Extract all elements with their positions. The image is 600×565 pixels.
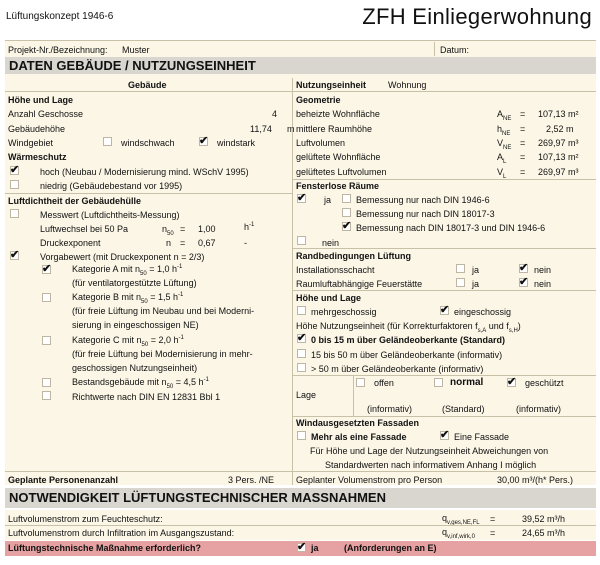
richtwerte-checkbox[interactable] bbox=[42, 391, 51, 400]
fensterlos-nein-checkbox[interactable] bbox=[297, 236, 306, 245]
opt1-label: 0 bis 15 m über Geländeoberkante (Standard) bbox=[311, 335, 506, 345]
flaeche-eq: = bbox=[520, 109, 526, 119]
personen-value[interactable]: 3 Pers. /NE bbox=[228, 475, 275, 485]
check-icon: ✔ bbox=[440, 429, 450, 441]
feuer-ja-checkbox[interactable] bbox=[456, 278, 465, 287]
check-icon: ✔ bbox=[519, 276, 529, 288]
feuchte-eq: = bbox=[490, 514, 496, 524]
flaeche-value[interactable]: 107,13 m² bbox=[538, 109, 579, 119]
opt3-label: > 50 m über Geländeoberkante (informativ) bbox=[311, 364, 484, 374]
fensterlos-heading: Fensterlose Räume bbox=[296, 181, 380, 191]
divider bbox=[292, 290, 596, 291]
antwort-label: ja bbox=[311, 543, 319, 553]
feuer-nein-label: nein bbox=[534, 279, 552, 289]
divider bbox=[5, 471, 596, 472]
geschosse-value[interactable]: 4 bbox=[272, 109, 278, 119]
bem1-label: Bemessung nur nach DIN 1946-6 bbox=[356, 195, 490, 205]
windschwach-label: windschwach bbox=[121, 138, 175, 148]
luftvol-label: Luftvolumen bbox=[296, 138, 346, 148]
druck-n: n bbox=[166, 238, 172, 248]
divider bbox=[5, 40, 596, 41]
divider bbox=[292, 248, 596, 249]
kategorie-b-desc2: sierung in eingeschossigen NE) bbox=[72, 320, 199, 330]
eine-fassade-label: Eine Fassade bbox=[454, 432, 510, 442]
opt2-label: 15 bis 50 m über Geländeoberkante (informativ) bbox=[311, 350, 503, 360]
bem2-label: Bemessung nur nach DIN 18017-3 bbox=[356, 209, 495, 219]
feuer-ja-label: ja bbox=[472, 279, 480, 289]
hoehe-value[interactable]: 11,74 bbox=[250, 124, 272, 134]
hinweis-line2: Standardwerten nach informativem Anhang I möglich bbox=[325, 460, 537, 470]
normal-sub: (Standard) bbox=[442, 404, 485, 414]
messwert-checkbox[interactable] bbox=[10, 209, 19, 218]
offen-checkbox[interactable] bbox=[356, 378, 365, 387]
check-icon: ✔ bbox=[199, 135, 209, 147]
check-icon: ✔ bbox=[519, 262, 529, 274]
eingeschossig-label: eingeschossig bbox=[454, 307, 512, 317]
check-icon: ✔ bbox=[10, 249, 20, 261]
left-column-head: Gebäude bbox=[128, 80, 167, 90]
hoehe-ne-label: Höhe Nutzungseinheit (für Korrekturfaktoren $f_{s,A}$ und $f_{s,H}$) bbox=[296, 321, 521, 334]
divider bbox=[5, 91, 596, 92]
hoehe-label: Gebäudehöhe bbox=[8, 124, 66, 134]
check-icon: ✔ bbox=[42, 263, 52, 275]
personen-label: Geplante Personenanzahl bbox=[8, 475, 119, 485]
feuchte-label: Luftvolumenstrom zum Feuchteschutz: bbox=[8, 514, 163, 524]
hoehe-lage-right-heading: Höhe und Lage bbox=[296, 293, 361, 303]
bem2-checkbox[interactable] bbox=[342, 208, 351, 217]
section-notwendigkeit: NOTWENDIGKEIT LÜFTUNGSTECHNISCHER MASSNAHMEN bbox=[5, 488, 596, 508]
fensterlos-nein-label: nein bbox=[322, 238, 340, 248]
waerme-heading: Wärmeschutz bbox=[8, 152, 67, 162]
luftwechsel-label: Luftwechsel bei 50 Pa bbox=[40, 224, 129, 234]
raumhoehe-label: mittlere Raumhöhe bbox=[296, 124, 373, 134]
check-icon: ✔ bbox=[440, 304, 450, 316]
flaeche-label: beheizte Wohnfläche bbox=[296, 109, 380, 119]
gelfl-eq: = bbox=[520, 152, 526, 162]
flaeche-symbol: $A_{NE}$ bbox=[497, 109, 512, 122]
divider bbox=[5, 193, 292, 194]
divider bbox=[292, 375, 596, 376]
date-label: Datum: bbox=[440, 45, 470, 55]
opt3-checkbox[interactable] bbox=[297, 363, 306, 372]
volstrom-label: Geplanter Volumenstrom pro Person bbox=[296, 475, 443, 485]
niedrig-checkbox[interactable] bbox=[10, 180, 19, 189]
geometrie-heading: Geometrie bbox=[296, 95, 341, 105]
wind-label: Windgebiet bbox=[8, 138, 54, 148]
divider bbox=[292, 179, 596, 180]
check-icon: ✔ bbox=[10, 164, 20, 176]
geschuetzt-label: geschützt bbox=[525, 378, 564, 388]
bem1-checkbox[interactable] bbox=[342, 194, 351, 203]
section-daten: DATEN GEBÄUDE / NUTZUNGSEINHEIT bbox=[5, 57, 596, 74]
n50-symbol: $n_{50}$ bbox=[162, 224, 174, 237]
geschuetzt-sub: (informativ) bbox=[516, 404, 562, 414]
mehrgeschossig-checkbox[interactable] bbox=[297, 306, 306, 315]
normal-checkbox[interactable] bbox=[434, 378, 443, 387]
infil-eq: = bbox=[490, 528, 496, 538]
mehrgeschossig-label: mehrgeschossig bbox=[311, 307, 377, 317]
lage-label: Lage bbox=[296, 390, 317, 400]
frage-label: Lüftungstechnische Maßnahme erforderlich? bbox=[8, 543, 202, 553]
fensterlos-ja-label: ja bbox=[324, 195, 332, 205]
bestand-checkbox[interactable] bbox=[42, 378, 51, 387]
niedrig-label: niedrig (Gebäudebestand vor 1995) bbox=[40, 181, 183, 191]
divider bbox=[353, 375, 354, 416]
normal-label: normal bbox=[450, 377, 484, 388]
mehr-fassade-label: Mehr als eine Fassade bbox=[311, 432, 407, 442]
kategorie-b-desc1: (für freie Lüftung im Neubau und bei Moderni- bbox=[72, 306, 255, 316]
druck-unit: - bbox=[244, 238, 247, 248]
raumhoehe-eq: = bbox=[520, 124, 526, 134]
check-icon: ✔ bbox=[342, 220, 352, 232]
gelvol-value[interactable]: 269,97 m³ bbox=[538, 167, 579, 177]
offen-sub: (informativ) bbox=[367, 404, 413, 414]
kategorie-c-label: Kategorie C mit $n_{50} = 2,0$ $h^{-1}$ bbox=[72, 335, 184, 348]
feuchte-value[interactable]: 39,52 m³/h bbox=[522, 514, 566, 524]
vorgabe-label: Vorgabewert (mit Druckexponent n = 2/3) bbox=[40, 252, 205, 262]
project-label: Projekt-Nr./Bezeichnung: bbox=[8, 45, 108, 55]
kategorie-c-desc1: (für freie Lüftung bei Modernisierung in mehr- bbox=[72, 349, 253, 359]
luftvol-eq: = bbox=[520, 138, 526, 148]
gelvol-symbol: $V_L$ bbox=[497, 167, 507, 180]
install-nein-label: nein bbox=[534, 265, 552, 275]
check-icon: ✔ bbox=[297, 541, 307, 553]
antwort-note: (Anforderungen an E) bbox=[344, 543, 437, 553]
infil-label: Luftvolumenstrom durch Infiltration im Ausgangszustand: bbox=[8, 528, 235, 538]
hoehe-unit: m bbox=[287, 124, 295, 134]
windaus-heading: Windausgesetzten Fassaden bbox=[296, 418, 419, 428]
check-icon: ✔ bbox=[507, 376, 517, 388]
gelfl-symbol: $A_L$ bbox=[497, 152, 507, 165]
mehr-fassade-checkbox[interactable] bbox=[297, 431, 306, 440]
kategorie-c-checkbox[interactable] bbox=[42, 336, 51, 345]
druck-value[interactable]: 0,67 bbox=[198, 238, 216, 248]
hoehe-lage-heading: Höhe und Lage bbox=[8, 95, 73, 105]
hoch-label: hoch (Neubau / Modernisierung mind. WSchV 1995) bbox=[40, 167, 249, 177]
divider bbox=[292, 416, 596, 417]
opt2-checkbox[interactable] bbox=[297, 349, 306, 358]
kategorie-c-desc2: geschossigen Nutzungseinheit) bbox=[72, 363, 198, 373]
install-ja-label: ja bbox=[472, 265, 480, 275]
windschwach-checkbox[interactable] bbox=[103, 137, 112, 146]
kategorie-b-label: Kategorie B mit $n_{50} = 1,5$ $h^{-1}$ bbox=[72, 292, 184, 305]
check-icon: ✔ bbox=[297, 332, 307, 344]
n50-eq: = bbox=[180, 224, 186, 234]
gelfl-value[interactable]: 107,13 m² bbox=[538, 152, 579, 162]
infil-symbol: $q_{v,inf,wirk,0}$ bbox=[442, 527, 475, 540]
infil-value[interactable]: 24,65 m³/h bbox=[522, 528, 566, 538]
raumhoehe-value[interactable]: 2,52 m bbox=[546, 124, 574, 134]
install-ja-checkbox[interactable] bbox=[456, 264, 465, 273]
install-label: Installationsschacht bbox=[296, 265, 375, 275]
nutzungseinheit-value: Wohnung bbox=[388, 80, 427, 90]
divider bbox=[434, 42, 435, 56]
feuchte-symbol: $q_{v,ges,NE,FL}$ bbox=[442, 513, 480, 526]
richtwerte-label: Richtwerte nach DIN EN 12831 Bbl 1 bbox=[72, 392, 221, 402]
column-divider bbox=[292, 78, 293, 485]
druck-eq: = bbox=[180, 238, 186, 248]
feuer-label: Raumluftabhängige Feuerstätte bbox=[296, 279, 423, 289]
volstrom-value[interactable]: 30,00 m³/(h* Pers.) bbox=[497, 475, 574, 485]
rand-heading: Randbedingungen Lüftung bbox=[296, 251, 411, 261]
check-icon: ✔ bbox=[297, 192, 307, 204]
right-column-head: Nutzungseinheit bbox=[296, 80, 366, 90]
n50-value[interactable]: 1,00 bbox=[198, 224, 216, 234]
hinweis-line1: Für Höhe und Lage der Nutzungseinheit Abweichungen von bbox=[310, 446, 549, 456]
messwert-label: Messwert (Luftdichtheits-Messung) bbox=[40, 210, 180, 220]
kategorie-a-label: Kategorie A mit $n_{50} = 1,0$ $h^{-1}$ bbox=[72, 264, 183, 277]
bem3-label: Bemessung nach DIN 18017-3 und DIN 1946-6 bbox=[356, 223, 546, 233]
luftvol-value[interactable]: 269,97 m³ bbox=[538, 138, 579, 148]
document-label: Lüftungskonzept 1946-6 bbox=[6, 11, 114, 22]
offen-label: offen bbox=[374, 378, 394, 388]
gelvol-eq: = bbox=[520, 167, 526, 177]
luftvol-symbol: $V_{NE}$ bbox=[497, 138, 512, 151]
project-value[interactable]: Muster bbox=[122, 45, 150, 55]
kategorie-b-checkbox[interactable] bbox=[42, 293, 51, 302]
windstark-label: windstark bbox=[217, 138, 256, 148]
divider bbox=[5, 525, 596, 526]
druck-label: Druckexponent bbox=[40, 238, 101, 248]
kategorie-a-desc: (für ventilatorgestützte Lüftung) bbox=[72, 278, 197, 288]
n50-unit: $h^{-1}$ bbox=[244, 222, 255, 232]
gelvol-label: gelüftetes Luftvolumen bbox=[296, 167, 387, 177]
luftdicht-heading: Luftdichtheit der Gebäudehülle bbox=[8, 196, 142, 206]
page-title: ZFH Einliegerwohnung bbox=[362, 4, 592, 29]
bestand-label: Bestandsgebäude mit $n_{50} = 4,5$ $h^{-1}$ bbox=[72, 377, 209, 390]
geschosse-label: Anzahl Geschosse bbox=[8, 109, 84, 119]
gelfl-label: gelüftete Wohnfläche bbox=[296, 152, 381, 162]
raumhoehe-symbol: $h_{NE}$ bbox=[497, 124, 511, 137]
